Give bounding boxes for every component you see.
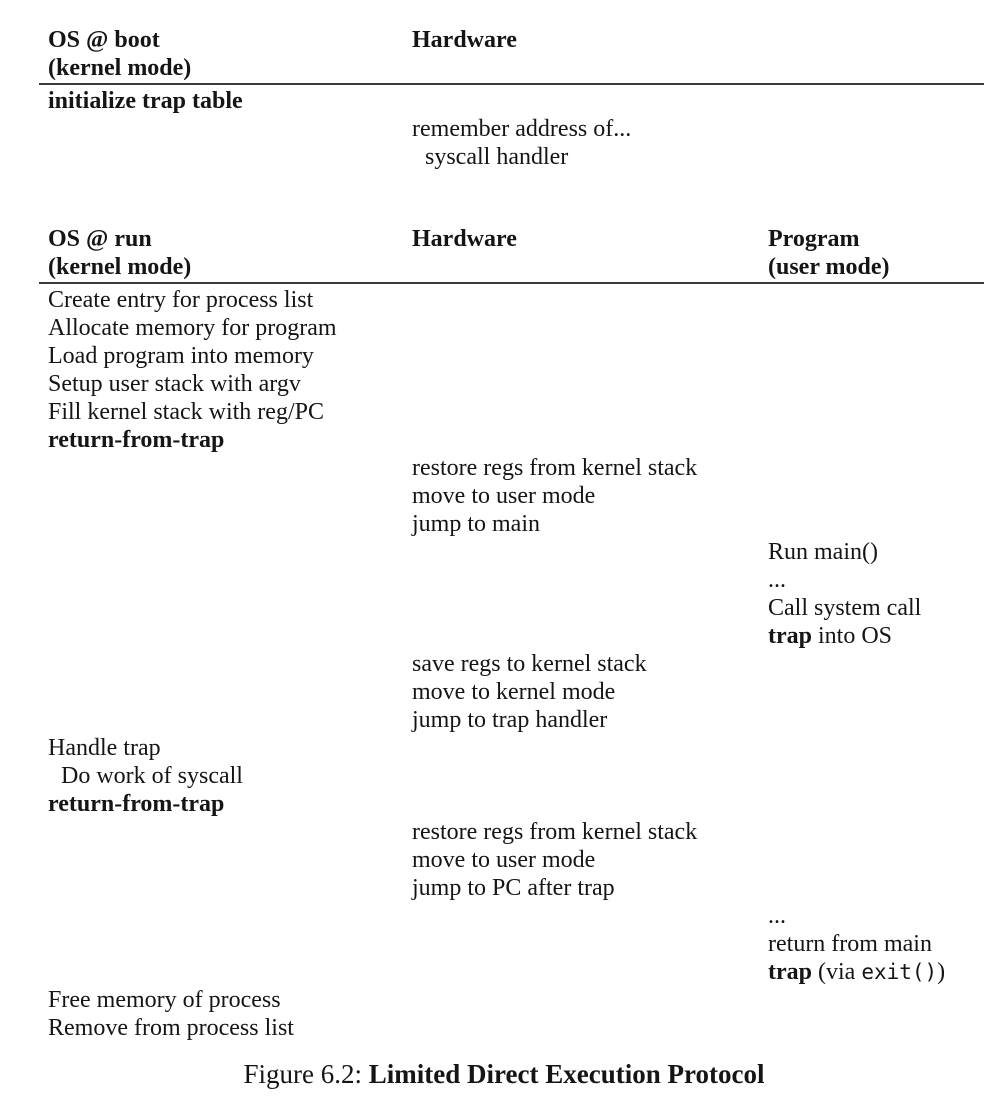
protocol-step-os xyxy=(0,1014,1008,1042)
step-text: Handle trap xyxy=(48,735,161,761)
column-header-line: Hardware xyxy=(412,27,517,53)
step-text: restore regs from kernel stack xyxy=(412,819,698,845)
step-text: Remove from process list xyxy=(48,1015,294,1041)
protocol-step-os xyxy=(0,286,1008,314)
step-text: syscall handler xyxy=(425,144,569,170)
boot-table-rows xyxy=(0,87,1008,171)
step-text: move to kernel mode xyxy=(412,679,616,705)
protocol-step-prog xyxy=(0,622,1008,650)
protocol-step-prog xyxy=(0,930,1008,958)
step-text: Load program into memory xyxy=(48,343,314,369)
protocol-step-prog xyxy=(0,594,1008,622)
boot-protocol-table xyxy=(0,26,1008,171)
step-text: jump to main xyxy=(412,511,540,537)
step-text: return from main xyxy=(768,931,932,957)
step-text: Fill kernel stack with reg/PC xyxy=(48,399,324,425)
column-header-line: (kernel mode) xyxy=(48,254,192,280)
step-text: Free memory of process xyxy=(48,987,281,1013)
step-text: ... xyxy=(768,567,786,593)
step-text: initialize trap table xyxy=(48,88,243,114)
step-text: jump to PC after trap xyxy=(412,875,615,901)
step-text: Create entry for process list xyxy=(48,287,314,313)
protocol-step-hw xyxy=(0,706,1008,734)
section-gap xyxy=(0,171,1008,225)
column-header-os xyxy=(48,225,191,281)
protocol-step-hw xyxy=(0,115,1008,143)
protocol-step-hw xyxy=(0,650,1008,678)
run-protocol-table xyxy=(0,225,1008,1042)
protocol-step-os xyxy=(0,986,1008,1014)
protocol-step-hw xyxy=(0,818,1008,846)
protocol-step-os xyxy=(0,87,1008,115)
protocol-step-hw xyxy=(0,510,1008,538)
protocol-step-os xyxy=(0,398,1008,426)
run-table-rows xyxy=(0,286,1008,1042)
protocol-step-hw xyxy=(0,454,1008,482)
step-text: Allocate memory for program xyxy=(48,315,337,341)
step-text: save regs to kernel stack xyxy=(412,651,647,677)
protocol-step-hw xyxy=(0,678,1008,706)
figure-caption xyxy=(0,1058,1008,1090)
step-text: jump to trap handler xyxy=(412,707,608,733)
column-header-line: OS @ boot xyxy=(48,27,160,53)
column-header-line: (user mode) xyxy=(768,254,890,280)
figure-caption-title: Limited Direct Execution Protocol xyxy=(368,1059,765,1089)
protocol-step-os xyxy=(0,342,1008,370)
protocol-step-prog xyxy=(0,566,1008,594)
step-text: Call system call xyxy=(768,595,922,621)
protocol-step-hw xyxy=(0,846,1008,874)
step-text: into OS xyxy=(812,623,893,649)
boot-table-header xyxy=(0,26,1008,82)
protocol-step-os xyxy=(0,762,1008,790)
run-table-rule xyxy=(39,282,984,284)
protocol-step-prog xyxy=(0,902,1008,930)
step-text: ... xyxy=(768,903,786,929)
column-header-line: OS @ run xyxy=(48,226,152,252)
code-token: exit() xyxy=(861,960,938,984)
step-text: ) xyxy=(937,959,946,985)
column-header-os xyxy=(48,26,191,82)
figure-caption-number: Figure 6.2: xyxy=(243,1059,369,1089)
column-header-hw xyxy=(412,26,517,54)
step-text: restore regs from kernel stack xyxy=(412,455,698,481)
step-text: move to user mode xyxy=(412,483,596,509)
protocol-step-hw xyxy=(0,143,1008,171)
protocol-step-os xyxy=(0,790,1008,818)
column-header-line: Hardware xyxy=(412,226,517,252)
step-text: return-from-trap xyxy=(48,791,225,817)
boot-table-rule xyxy=(39,83,984,85)
step-text: remember address of... xyxy=(412,116,632,142)
step-text: (via xyxy=(812,959,862,985)
protocol-step-hw xyxy=(0,874,1008,902)
protocol-step-os xyxy=(0,426,1008,454)
step-text: trap xyxy=(768,959,812,985)
protocol-step-os xyxy=(0,734,1008,762)
column-header-prog xyxy=(768,225,890,281)
step-text: trap xyxy=(768,623,812,649)
column-header-line: (kernel mode) xyxy=(48,55,192,81)
protocol-step-prog xyxy=(0,538,1008,566)
run-table-header xyxy=(0,225,1008,281)
column-header-line: Program xyxy=(768,226,860,252)
step-text: return-from-trap xyxy=(48,427,225,453)
step-text: move to user mode xyxy=(412,847,596,873)
protocol-step-os xyxy=(0,314,1008,342)
step-text: Setup user stack with argv xyxy=(48,371,301,397)
column-header-hw xyxy=(412,225,517,253)
protocol-step-os xyxy=(0,370,1008,398)
step-text: Do work of syscall xyxy=(61,763,243,789)
step-text: Run main() xyxy=(768,539,878,565)
protocol-step-hw xyxy=(0,482,1008,510)
protocol-step-prog xyxy=(0,958,1008,986)
